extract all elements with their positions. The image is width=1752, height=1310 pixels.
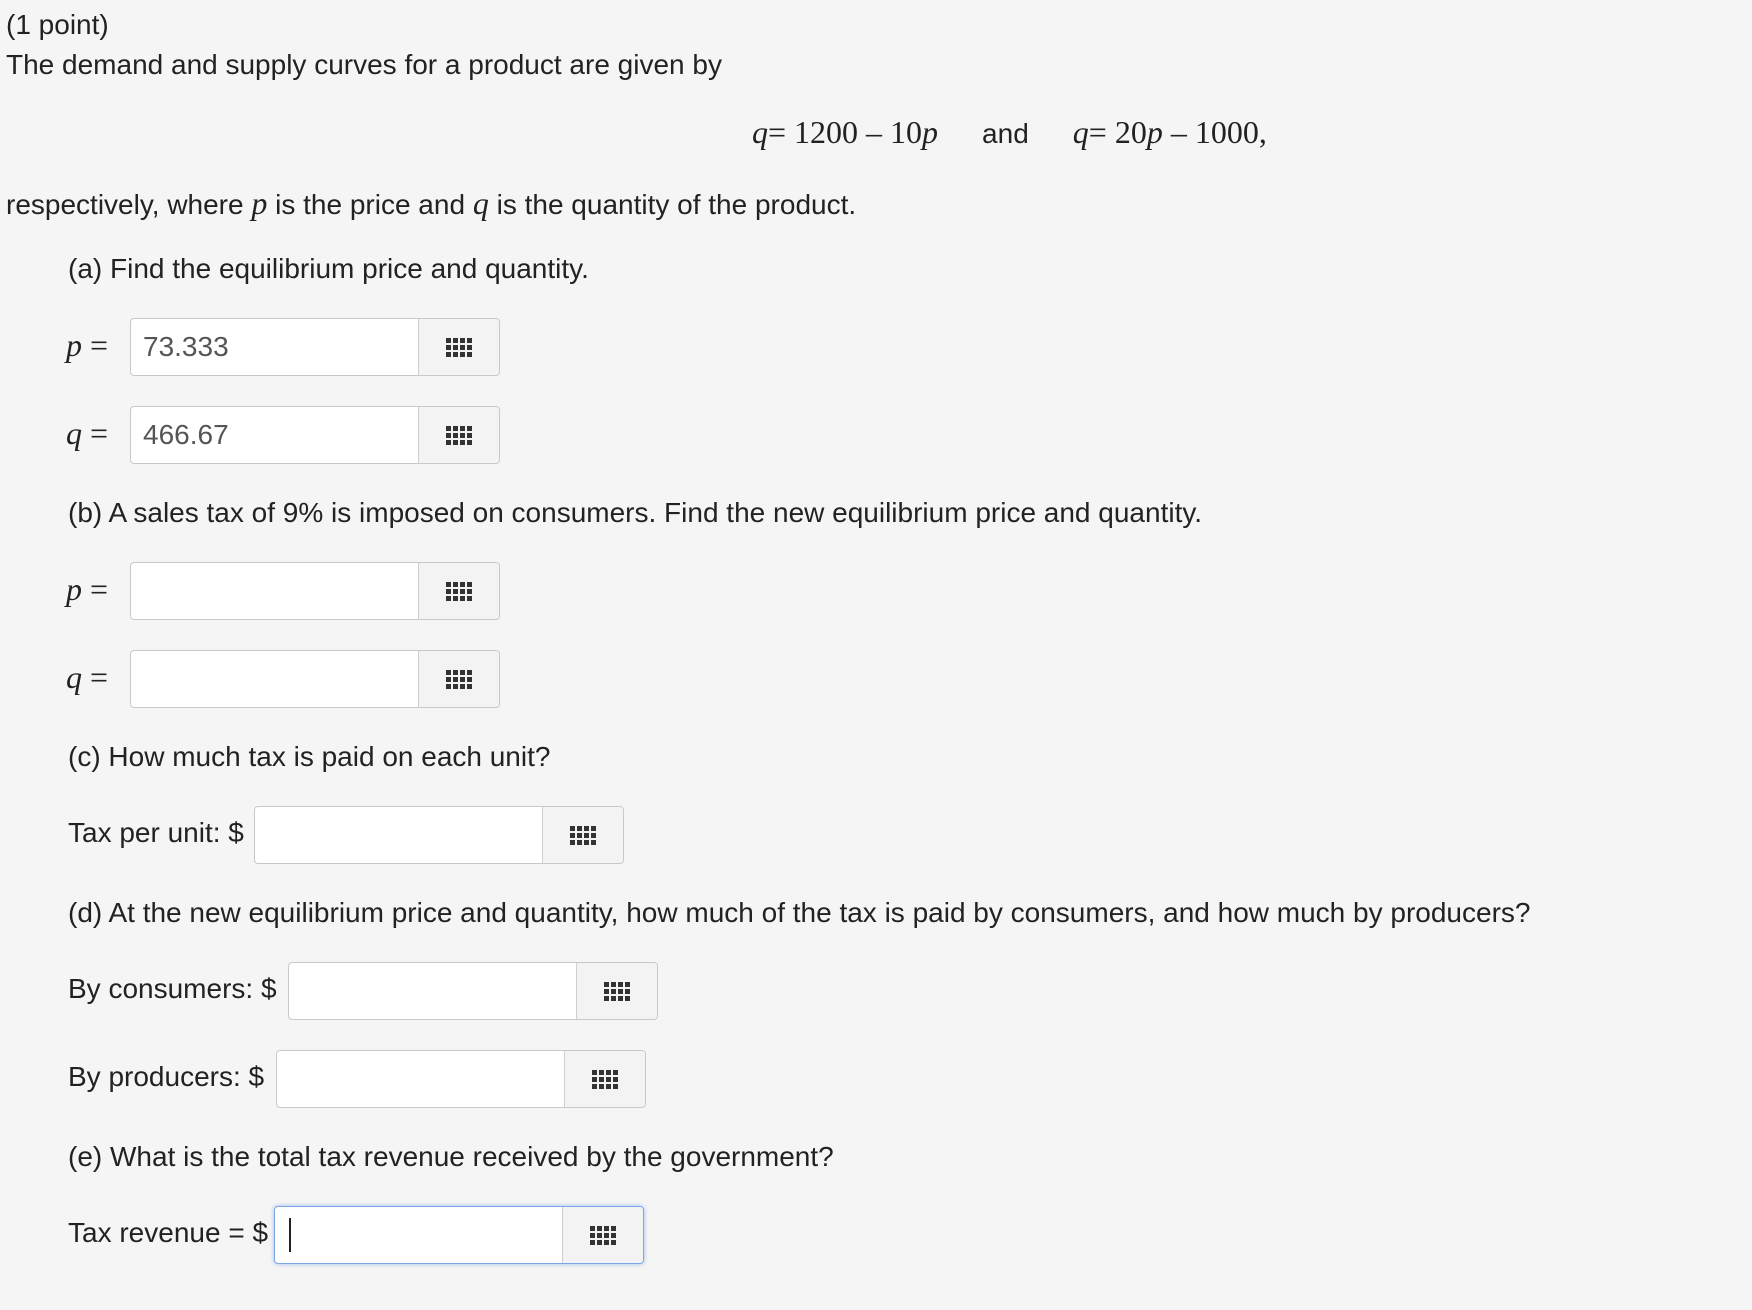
part-b-p-input[interactable]: [131, 563, 419, 619]
part-a-p-input[interactable]: [131, 319, 419, 375]
part-a-p-palette-button[interactable]: [419, 319, 499, 375]
keypad-grid-icon: [570, 826, 596, 845]
part-b-q-field: [130, 650, 500, 708]
tax-revenue-input[interactable]: [275, 1207, 563, 1263]
keypad-grid-icon: [446, 670, 472, 689]
part-b-p-label: p =: [66, 571, 109, 607]
part-a-q-field: [130, 406, 500, 464]
part-a-q-label: q =: [66, 415, 109, 451]
desc-part2: is the price and: [267, 189, 473, 220]
demand-lhs: q: [752, 114, 768, 150]
producers-label: By producers: $: [68, 1061, 265, 1092]
part-e-question: (e) What is the total tax revenue received by the government?: [68, 1141, 834, 1172]
part-a-q-input[interactable]: [131, 407, 419, 463]
part-d-question: (d) At the new equilibrium price and quantity, how much of the tax is paid by consumers, and how much by producers?: [68, 897, 1531, 928]
desc-part3: is the quantity of the product.: [488, 189, 857, 220]
part-b-question: (b) A sales tax of 9% is imposed on consumers. Find the new equilibrium price and quantity.: [68, 497, 1203, 528]
consumers-field: [288, 962, 658, 1020]
keypad-grid-icon: [592, 1070, 618, 1089]
part-c-question: (c) How much tax is paid on each unit?: [68, 741, 551, 772]
supply-lhs: q: [1072, 114, 1089, 150]
part-a-p-label: p =: [66, 327, 109, 363]
supply-rhs: = 20: [1088, 114, 1147, 150]
part-c-field: [254, 806, 624, 864]
tax-revenue-palette-button[interactable]: [563, 1207, 643, 1263]
supply-var: p: [1146, 114, 1163, 150]
desc-part1: respectively, where: [6, 189, 252, 220]
and-word: and: [982, 118, 1029, 149]
part-c-label: Tax per unit: $: [68, 817, 244, 848]
part-b-q-input[interactable]: [131, 651, 419, 707]
part-b-q-label: q =: [66, 659, 109, 695]
desc-var-q: q: [472, 185, 489, 221]
keypad-grid-icon: [604, 982, 630, 1001]
tax-revenue-field: [274, 1206, 644, 1264]
part-b-q-palette-button[interactable]: [419, 651, 499, 707]
part-b-p-palette-button[interactable]: [419, 563, 499, 619]
supply-rhs-suffix: – 1000,: [1162, 114, 1267, 150]
keypad-grid-icon: [590, 1226, 616, 1245]
tax-per-unit-input[interactable]: [255, 807, 543, 863]
keypad-grid-icon: [446, 338, 472, 357]
producers-input[interactable]: [277, 1051, 565, 1107]
part-b-p-field: [130, 562, 500, 620]
consumers-palette-button[interactable]: [577, 963, 657, 1019]
keypad-grid-icon: [446, 426, 472, 445]
consumers-input[interactable]: [289, 963, 577, 1019]
keypad-grid-icon: [446, 582, 472, 601]
part-a-q-palette-button[interactable]: [419, 407, 499, 463]
demand-var: p: [922, 114, 939, 150]
tax-per-unit-palette-button[interactable]: [543, 807, 623, 863]
desc-var-p: p: [251, 185, 268, 221]
producers-field: [276, 1050, 646, 1108]
part-a-p-field: [130, 318, 500, 376]
producers-palette-button[interactable]: [565, 1051, 645, 1107]
demand-rhs: = 1200 – 10: [768, 114, 923, 150]
tax-revenue-label: Tax revenue = $: [68, 1217, 269, 1248]
part-a-question: (a) Find the equilibrium price and quantity.: [68, 253, 589, 284]
consumers-label: By consumers: $: [68, 973, 277, 1004]
points-label: (1 point): [6, 9, 109, 40]
problem-intro: The demand and supply curves for a product are given by: [6, 49, 722, 80]
equations-display: [752, 112, 1267, 154]
variables-description: [6, 186, 856, 222]
text-caret: [289, 1218, 291, 1252]
